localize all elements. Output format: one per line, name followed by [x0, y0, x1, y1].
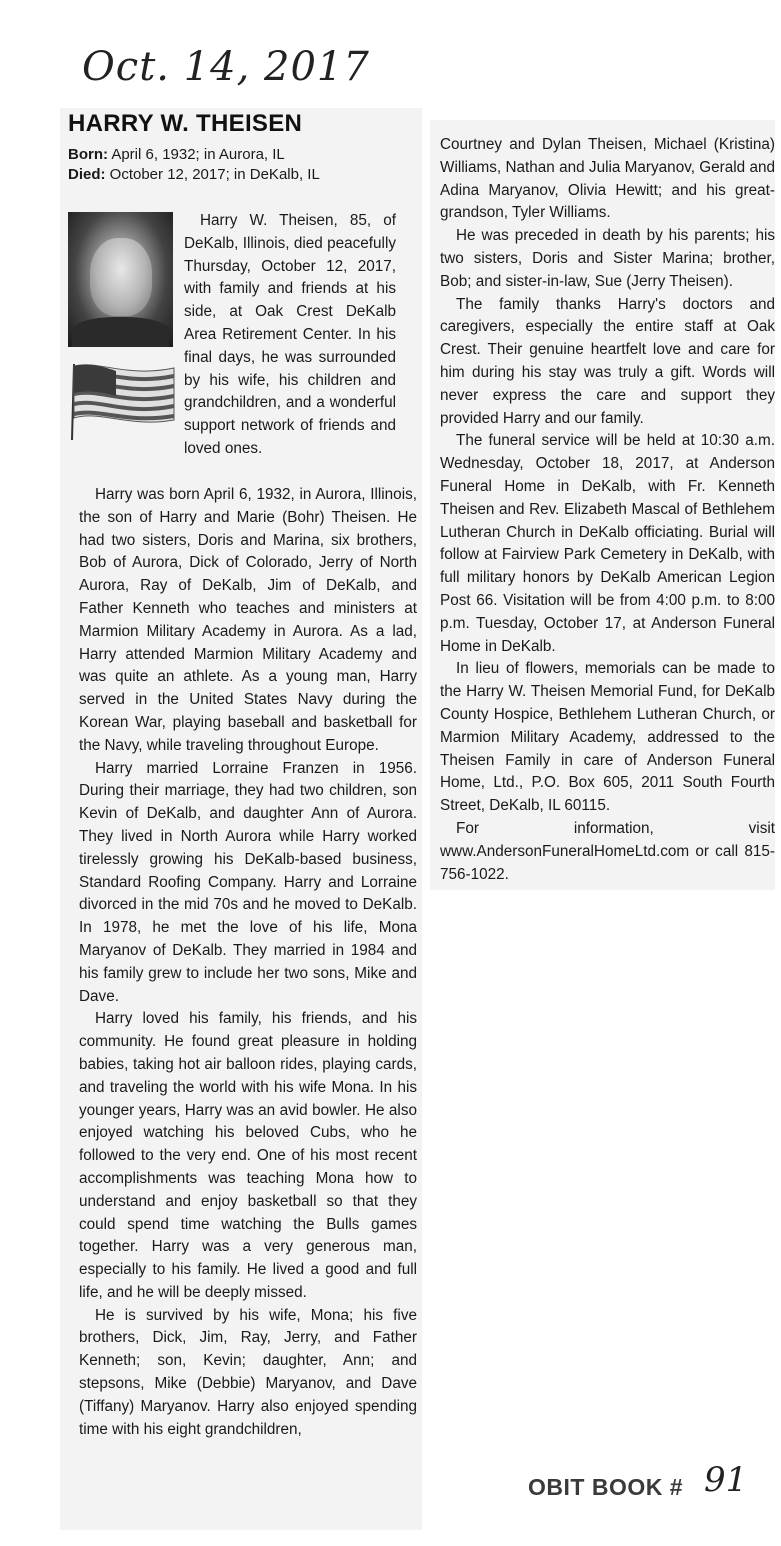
paragraph-marriage: Harry married Lorraine Franzen in 1956. During their marriage, they had two children, son Kevin of DeKalb, and daughter Ann of Aurora. They lived in North Aurora while Harry worked tirelessly growing his DeKalb-based business, Standard Roofing Company. Harry and Lorraine divorced in the mid 70s and he moved to DeKalb. In 1978, he met the love of his life, Mona Maryanov of DeKalb. They married in 1984 and his family grew to include her two sons, Mike and Dave.	[79, 759, 417, 1005]
paragraph-interests: Harry loved his family, his friends, and his community. He found great pleasure in holding babies, taking hot air balloon rides, playing cards, and traveling the world with his wife Mona. In his younger years, Harry was an avid bowler. He also enjoyed watching his beloved Cubs, who he followed to the very end. One of his most recent accomplishments was teaching Mona how to understand and enjoy basketball so that they could spend time watching the Bulls games together. Harry was a very generous man, especially to his family. He lived a good and full life, and he will be deeply missed.	[79, 1010, 417, 1301]
obit-book-number: 91	[704, 1460, 748, 1500]
paragraph-preceded: He was preceded in death by his parents; his two sisters, Doris and Sister Marina; brother, Bob; and sister-in-law, Sue (Jerry Theisen).	[440, 227, 775, 290]
died-line	[68, 166, 320, 183]
born-value: April 6, 1932; in Aurora, IL	[108, 146, 285, 163]
paragraph-services: The funeral service will be held at 10:30 a.m. Wednesday, October 18, 2017, at Anderson Funeral Home in DeKalb, with Fr. Kenneth Theisen and Rev. Elizabeth Mascal of Bethlehem Lutheran Church in DeKalb officiating. Burial will follow at Fairview Park Cemetery in DeKalb, with full military honors by DeKalb American Legion Post 66. Visitation will be from 4:00 p.m. to 8:00 p.m. Tuesday, October 17, at Anderson Funeral Home in DeKalb.	[440, 432, 775, 655]
paragraph-birth: Harry was born April 6, 1932, in Aurora, Illinois, the son of Harry and Marie (Bohr) Theisen. He had two sisters, Doris and Marina, six brothers, Bob of Aurora, Dick of Colorado, Jerry of North Aurora, Ray of DeKalb, Jim of DeKalb, and Father Kenneth who teaches and ministers at Marmion Military Academy in Aurora. As a lad, Harry attended Marmion Military Academy and was quite an athlete. As a young man, Harry served in the United States Navy during the Korean War, playing baseball and basketball for the Navy, while traveling throughout Europe.	[79, 486, 417, 754]
column-a	[79, 484, 417, 1441]
paragraph-memorials: In lieu of flowers, memorials can be made to the Harry W. Theisen Memorial Fund, for DeKalb County Hospice, Bethlehem Lutheran Church, or Marmion Military Academy, addressed to the Theisen Family in care of Anderson Funeral Home, Ltd., P.O. Box 605, 2011 South Fourth Street, DeKalb, IL 60115.	[440, 660, 775, 815]
obituary-name: HARRY W. THEISEN	[68, 110, 303, 137]
paragraph-thanks: The family thanks Harry's doctors and caregivers, especially the entire staff at Oak Crest. Their genuine heartfelt love and care for him during his stay was truly a gift. Words will never express the care and support they provided Harry and our family.	[440, 295, 775, 427]
obit-book-label: OBIT BOOK #	[528, 1474, 684, 1500]
died-label: Died:	[68, 166, 106, 183]
american-flag-icon	[70, 362, 178, 442]
paragraph-survivors: He is survived by his wife, Mona; his five brothers, Dick, Jim, Ray, Jerry, and Father Kenneth; son, Kevin; daughter, Ann; and stepsons, Mike (Debbie) Maryanov, and Dave (Tiffany) Maryanov. Harry also enjoyed spending time with his eight grandchildren,	[79, 1306, 417, 1438]
born-line	[68, 146, 285, 163]
handwritten-date: Oct. 14, 2017	[82, 44, 370, 90]
portrait-photo	[68, 212, 173, 347]
column-b	[440, 134, 775, 886]
paragraph-information: For information, visit www.AndersonFuneralHomeLtd.com or call 815-756-1022.	[440, 819, 775, 883]
born-label: Born:	[68, 146, 108, 163]
died-value: October 12, 2017; in DeKalb, IL	[105, 166, 320, 183]
paragraph-survivors-continued: Courtney and Dylan Theisen, Michael (Kristina) Williams, Nathan and Julia Maryanov, Gerald and Adina Maryanov, Olivia Hewitt; and his great-grandson, Tyler Williams.	[440, 136, 775, 222]
intro-text: Harry W. Theisen, 85, of DeKalb, Illinois, died peacefully Thursday, October 12, 2017, with family and friends at his side, at Oak Crest DeKalb Area Retirement Center. In his final days, he was surrounded by his wife, his children and grandchildren, and a wonderful support network of friends and loved ones.	[184, 212, 396, 457]
intro-paragraph	[184, 210, 396, 461]
